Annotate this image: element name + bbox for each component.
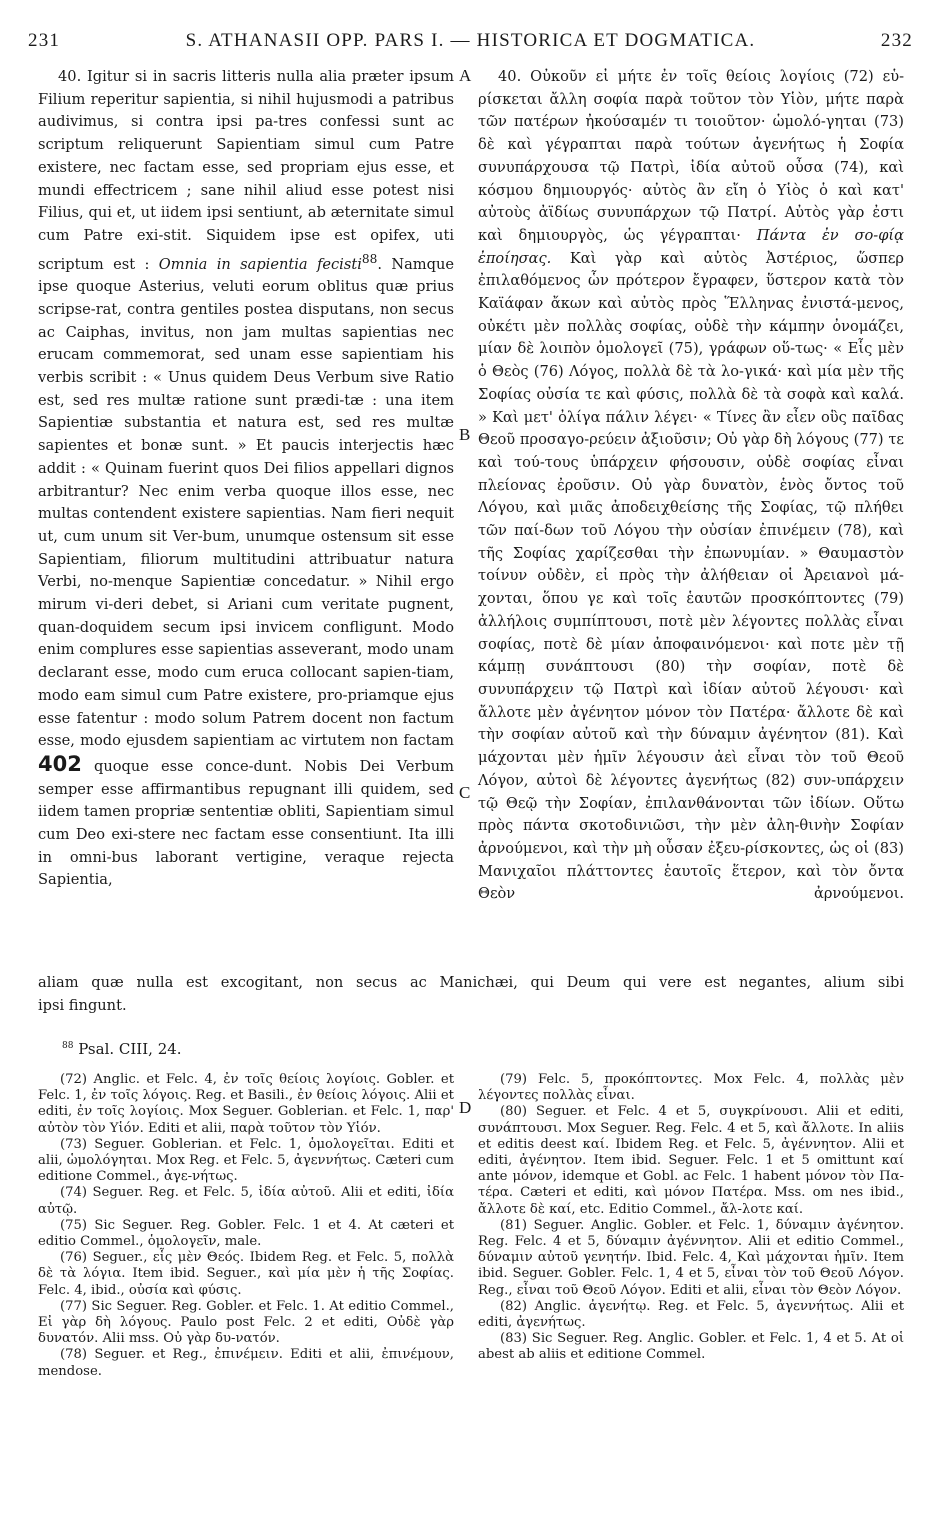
critical-notes-left [38, 1072, 454, 1380]
margin-letter-d: D [459, 1098, 472, 1117]
note-item: (80) Seguer. et Felc. 4 et 5, συγκρίνουσι. Alii et editi, συνάπτουσι. Mox Seguer. Reg. Felc. 4 et 5, καὶ ἄλλοτε. In aliis et editis deest καί. Ibidem Reg. et Felc. 5, ἀγέννητον. Alii et editi, ἀγένητον. Item ibid. Seguer. Felc. 1 et 5 omittunt καί ante μόνον, idemque et Gobl. ac Felc. 1 habent μόνον τὸν Πα-τέρα. Cæteri et editi, καὶ μόνον Πατέρα. Mss. om nes ibid., ἄλλοτε δὲ καί, etc. Editio Commel., ἄλ-λοτε καί. [478, 1104, 904, 1217]
note-item: (77) Sic Seguer. Reg. Gobler. et Felc. 1. At editio Commel., Εἰ γὰρ δὴ λόγους. Paulo post Felc. 2 et editi, Οὐδὲ γὰρ δυνατόν. Alii mss. Οὐ γὰρ δυ-νατόν. [38, 1298, 454, 1347]
note-item: (78) Seguer. et Reg., ἐπινέμειν. Editi et alii, ἐπινέμουν, mendose. [38, 1347, 454, 1379]
running-title: S. ATHANASII OPP. PARS I. — HISTORICA ET DOGMATICA. [185, 30, 756, 51]
page-number-right: 232 [880, 30, 913, 51]
note-item: (79) Felc. 5, προκόπτοντες. Mox Felc. 4, πολλὰς μὲν λέγοντες πολλὰς εἶναι. [478, 1072, 904, 1104]
footnote-ref-88: 88 [361, 251, 378, 266]
page-header [28, 30, 913, 58]
note-item: (74) Seguer. Reg. et Felc. 5, ἰδία αὐτοῦ. Alii et editi, ἰδία αὐτῷ. [38, 1185, 454, 1217]
note-item: (82) Anglic. ἀγενήτῳ. Reg. et Felc. 5, ἀγεννήτως. Alii et editi, ἀγενήτως. [478, 1298, 904, 1331]
greek-paragraph: 40. Οὐκοῦν εἰ μήτε ἐν τοῖς θείοις λογίοις (72) εὑ-ρίσκεται ἄλλη σοφία παρὰ τοῦτον τὸν Υἱὸν, μήτε παρὰ τῶν πατέρων ἠκούσαμέν τι τοιοῦτον· ὡμολό-γηται (73) δὲ καὶ γέγραπται παρὰ τούτων ἀγενήτως ἡ Σοφία συνυπάρχουσα τῷ Πατρὶ, ἰδία αὐτοῦ οὖσα (74), καὶ κόσμου δημιουργός· αὐτὸς ἂν εἴη ὁ Υἱὸς ὁ καὶ κατ' αὐτοὺς ἀϊδίως συνυπάρχων τῷ Πατρί. Αὐτὸς γὰρ ἐστι καὶ δημιουργὸς, ὡς γέγραπται· Πάντα ἐν σο-φίᾳ ἐποίησας. Καὶ γὰρ καὶ αὐτὸς Ἀστέριος, ὥσπερ ἐπιλαθόμενος ὧν πρότερον ἔγραφεν, ὕστερον κατὰ τὸν Καϊάφαν ἄκων καὶ αὐτὸς πρὸς Ἕλληνας ἐνιστά-μενος, οὐκέτι μὲν πολλὰς σοφίας, οὐδὲ τὴν κάμπην ὀνομάζει, μίαν δὲ λοιπὸν ὁμολογεῖ (75), γράφων οὕ-τως· « Εἷς μὲν ὁ Θεὸς (76) Λόγος, πολλὰ δὲ τὰ λο-γικά· καὶ μία μὲν τῆς Σοφίας οὐσία τε καὶ φύσις, πολλὰ δὲ τὰ σοφὰ καὶ καλά. » Καὶ μετ' ὀλίγα πάλιν λέγει· « Τίνες ἂν εἶεν οὓς παῖδας Θεοῦ προσαγο-ρεύειν ἀξιοῦσιν; Οὐ γὰρ δὴ λόγους (77) τε καὶ τού-τους ὑπάρχειν φήσουσιν, οὐδὲ σοφίας εἶναι πλείονας ἐροῦσιν. Οὐ γὰρ δυνατὸν, ἑνὸς ὄντος τοῦ Λόγου, καὶ μιᾶς ἀποδειχθείσης τῆς Σοφίας, τῷ πλήθει τῶν παί-δων τοῦ Λόγου τὴν οὐσίαν ἐπινέμειν (78), καὶ τῆς Σοφίας χαρίζεσθαι τὴν ἐπωνυμίαν. » Θαυμαστὸν τοίνυν οὐδὲν, εἰ πρὸς τὴν ἀλήθειαν οἱ Ἀρειανοὶ μά-χονται, ὅπου γε καὶ τοῖς ἑαυτῶν προσκόπτοντες (79) ἀλλήλοις συμπίπτουσι, ποτὲ μὲν λέγοντες πολλὰς εἶναι σοφίας, ποτὲ δὲ μίαν ἀποφαινόμενοι· καὶ ποτε μὲν τῇ κάμπῃ συνάπτουσι (80) τὴν σοφίαν, ποτὲ δὲ συνυπάρχειν τῷ Πατρὶ καὶ ἰδίαν αὐτοῦ λέγουσι· καὶ ἄλλοτε μὲν ἀγένητον μόνον τὸν Πατέρα· ἄλλοτε δὲ καὶ τὴν σοφίαν αὐτοῦ καὶ τὴν δύναμιν ἀγένητον (81). Καὶ μάχονται μὲν ἡμῖν λέγουσιν ἀεὶ εἶναι τὸν τοῦ Θεοῦ Λόγον, αὐτοὶ δὲ λέγοντες ἀγενήτως (82) συν-υπάρχειν τῷ Θεῷ τὴν Σοφίαν, ἐπιλανθάνονται τῶν ἰδίων. Οὕτω πρὸς πάντα σκοτοδινιῶσι, τὴν μὲν ἀλη-θινὴν Σοφίαν ἀρνούμενοι, καὶ τὴν μὴ οὖσαν ἐξευ-ρίσκοντες, ὡς οἱ (83) Μανιχαῖοι πλάττοντες ἑαυτοῖς ἕτερον, καὶ τὸν ὄντα Θεὸν ἀρνούμενοι. [478, 68, 905, 903]
margin-letter-c: C [459, 783, 471, 802]
latin-paragraph: 40. Igitur si in sacris litteris nulla alia præter ipsum Filium reperitur sapientia, si nihil hujusmodi a patribus audivimus, si contra ipsi pa-tres confessi sunt ac scriptum reliquerunt Sapientiam simul cum Patre existere, nec factam esse, sed propriam ejus esse, et mundi effectricem ; sane nihil aliud esse potest nisi Filius, qui et, ut iidem ipsi sentiunt, ab æternitate simul cum Patre exi-stit. Siquidem ipse est opifex, uti scriptum est : Omnia in sapientia fecisti$^{88}$. Namque ipse quoque Asterius, veluti eorum oblitus quæ prius scripse-rat, contra gentiles postea disputans, non secus ac Caiphas, invitus, non jam multas sapientias nec erucam commemorat, sed unam esse sapientiam his verbis scribit : « Unus quidem Deus Verbum sive Ratio est, sed res multæ ratione sunt prædi-tæ : una item Sapientiæ substantia et natura est, sed res multæ sapientes et bonæ sunt. » Et paucis interjectis hæc addit : « Quinam fuerint quos Dei filios appellari dignos arbitrantur? Nec enim verba quoque illos esse, nec multas contendent existere sapientias. Nam fieri nequit ut, cum unum sit Ver-bum, unumque ostensum sit esse Sapientiam, filiorum multitudini attribuatur natura Verbi, no-menque Sapientiæ concedatur. » Nihil ergo mirum vi-deri debet, si Ariani cum veritate pugnent, quan-doquidem secum ipsi invicem confligunt. Modo enim complures esse sapientias asseverant, modo unam declarant esse, modo cum eruca collocant sapien-tiam, modo eam simul cum Patre existere, pro-priamque ejus esse fatentur : modo solum Patrem docent non factum esse, modo ejusdem sapientiam ac virtutem non factam 402 quoque esse conce-dunt. Nobis Dei Verbum semper esse affirmantibus repugnant illi quidem, sed iidem tamen propriæ sententiæ obliti, Sapientiam simul cum Deo exi-stere nec factam esse consentiunt. Ita illi in omni-bus laborant vertigine, veraque rejecta Sapientia, [38, 68, 455, 889]
note-item: (76) Seguer., εἷς μὲν Θεός. Ibidem Reg. et Felc. 5, πολλὰ δὲ τὰ λόγια. Item ibid. Seguer., καὶ μία μὲν ἡ τῆς Σοφίας. Felc. 4, ibid., οὐσία καὶ φύσις. [38, 1250, 454, 1298]
critical-notes-right [478, 1072, 904, 1364]
note-item: (72) Anglic. et Felc. 4, ἐν τοῖς θείοις λογίοις. Gobler. et Felc. 1, ἐν τοῖς λόγοις. Reg. et Basili., ἐν θείοις λόγοις. Alii et editi, ἐν τοῖς λογίοις. Mox Seguer. Goblerian. et Felc. 1, παρ' αὐτὸν τὸν Υἱόν. Editi et alii, παρὰ τοῦτον τὸν Υἱόν. [38, 1072, 454, 1136]
note-item: (75) Sic Seguer. Reg. Gobler. Felc. 1 et 4. At cæteri et editio Commel., ὁμολογεῖν, male. [38, 1217, 454, 1250]
greek-scripture-quote: Πάντα ἐν σο-φίᾳ ἐποίησας. [478, 226, 904, 267]
note-item: (83) Sic Seguer. Reg. Anglic. Gobler. et Felc. 1, 4 et 5. At οἱ abest ab aliis et editione Commel. [478, 1331, 904, 1363]
margin-letter-a: A [459, 66, 472, 85]
marginal-number: 402 [38, 751, 82, 776]
page-number-left: 231 [28, 30, 61, 51]
latin-column [38, 66, 454, 892]
greek-column [478, 66, 904, 906]
footnote-text: Psal. CIII, 24. [78, 1040, 182, 1058]
full-width-line-end: ipsi fingunt. [38, 996, 127, 1014]
note-item: (81) Seguer. Anglic. Gobler. et Felc. 1, δύναμιν ἀγένητον. Reg. Felc. 4 et 5, δύναμιν ἀγέννητον. Alii et editio Commel., δύναμιν αὐτοῦ γενητήν. Ibid. Felc. 4, Καὶ μάχονται ἡμῖν. Item ibid. Seguer. Gobler. Felc. 1, 4 et 5, εἶναι τὸν τοῦ Θεοῦ Λόγον. Reg., εἶναι τοῦ Θεοῦ Λόγον. Editi et alii, εἶναι τὸν Θεὸν Λόγον. [478, 1217, 904, 1298]
scripture-footnote [62, 1040, 182, 1058]
latin-scripture-quote: Omnia in sapientia fecisti [158, 255, 362, 273]
footnote-mark: 88 [62, 1041, 74, 1051]
full-width-line: aliam quæ nulla est excogitant, non secus ac Manichæi, qui Deum qui vere est negantes, alium sibi [38, 974, 904, 991]
full-width-text [38, 972, 904, 1017]
note-item: (73) Seguer. Goblerian. et Felc. 1, ὁμολογεῖται. Editi et alii, ὡμολόγηται. Mox Reg. et Felc. 5, ἀγεννήτως. Cæteri cum editione Commel., ἀγε-νήτως. [38, 1136, 454, 1185]
margin-letter-b: B [459, 425, 471, 444]
